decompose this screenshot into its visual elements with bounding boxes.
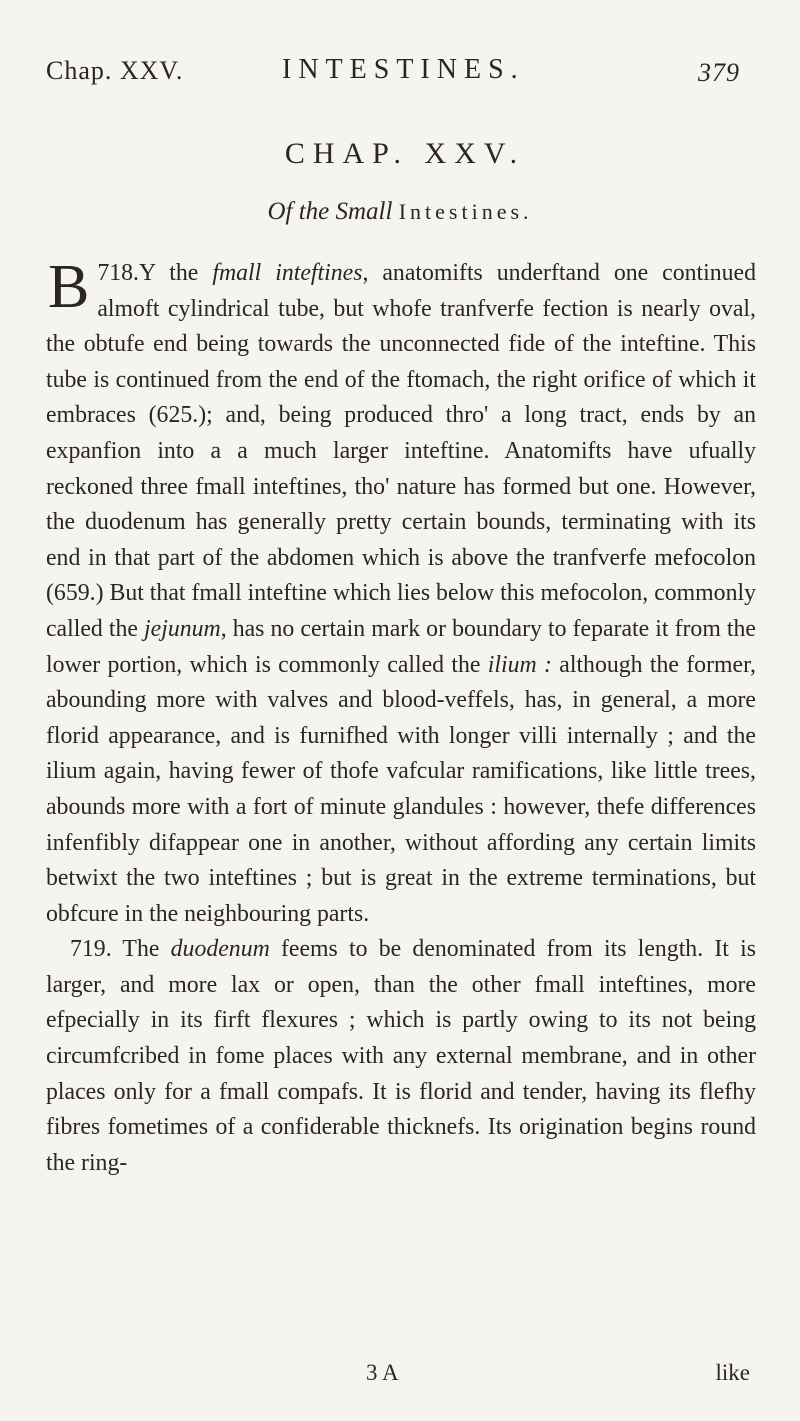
subtitle-italic: Of the Small [267, 198, 393, 225]
catchword: like [715, 1360, 750, 1385]
header-chapter-label: Chap. XXV. [46, 56, 184, 85]
para719-text-1: 719. The [70, 936, 171, 963]
para718-italic-3: ilium : [487, 651, 552, 678]
para719-italic-1: duodenum [170, 936, 270, 963]
para718-italic-1: fmall inteftines [212, 260, 363, 286]
para718-text-4: although the former, abounding more with valves and blood-veffels, has, in general, a more florid appearance, and is furnifhed with longer villi internally ; and the ilium again, having fewer of thofe vafcular ramifications, like little trees, abounds more with a fort of minute glandules : however, thefe differences infenfibly difappear one in another, without affording any certain limits betwixt the two inteftines ; but is great in the extreme terminations, but obfcure in the neighbouring parts. [46, 651, 756, 927]
page-number: 379 [698, 58, 740, 87]
signature-mark: 3 A [366, 1360, 399, 1385]
paragraph-718 [46, 253, 756, 932]
running-header [46, 50, 746, 90]
para718-text-1: Y the [139, 260, 213, 286]
para718-text-2: , anatomifts underftand one continued almoft cylindrical tube, but whofe tranfverfe fection is nearly oval, the obtufe end being towards the unconnected fide of the inteftine. This tube is continued from the end of the ftomach, the right orifice of which it embraces (625.); and, being produced thro' a long tract, ends by an expanfion into a a much larger inteftine. Anatomifts have ufually reckoned three fmall inteftines, tho' nature has formed but one. However, the duodenum has generally pretty certain bounds, terminating with its end in that part of the abdomen which is above the tranfverfe mefocolon (659.) But that fmall inteftine which lies below this mefocolon, commonly called the [46, 260, 756, 642]
subtitle-caps: Intestines. [398, 199, 533, 224]
para718-italic-2: jejunum [144, 615, 221, 642]
body-text [46, 253, 756, 1181]
page-footer [46, 1360, 756, 1400]
para718-text-3: , has no certain mark or boundary to feparate it from the lower portion, which is commonly called the [46, 615, 756, 678]
paragraph-number: 718. [97, 260, 140, 286]
para719-text-2: feems to be denominated from its length. It is larger, and more lax or open, than the other fmall inteftines, more efpecially in its firft flexures ; which is partly owing to its not being circumfcribed in fome places with any external membrane, and in other places only for a fmall compafs. It is florid and tender, having its flefhy fibres fometimes of a confiderable thicknefs. Its origination begins round the ring- [46, 936, 756, 1176]
drop-cap: B [48, 253, 90, 321]
chapter-subtitle [0, 198, 800, 226]
header-running-title: INTESTINES. [282, 54, 525, 85]
chapter-title: CHAP. XXV. [284, 137, 526, 170]
paragraph-719 [46, 932, 756, 1181]
